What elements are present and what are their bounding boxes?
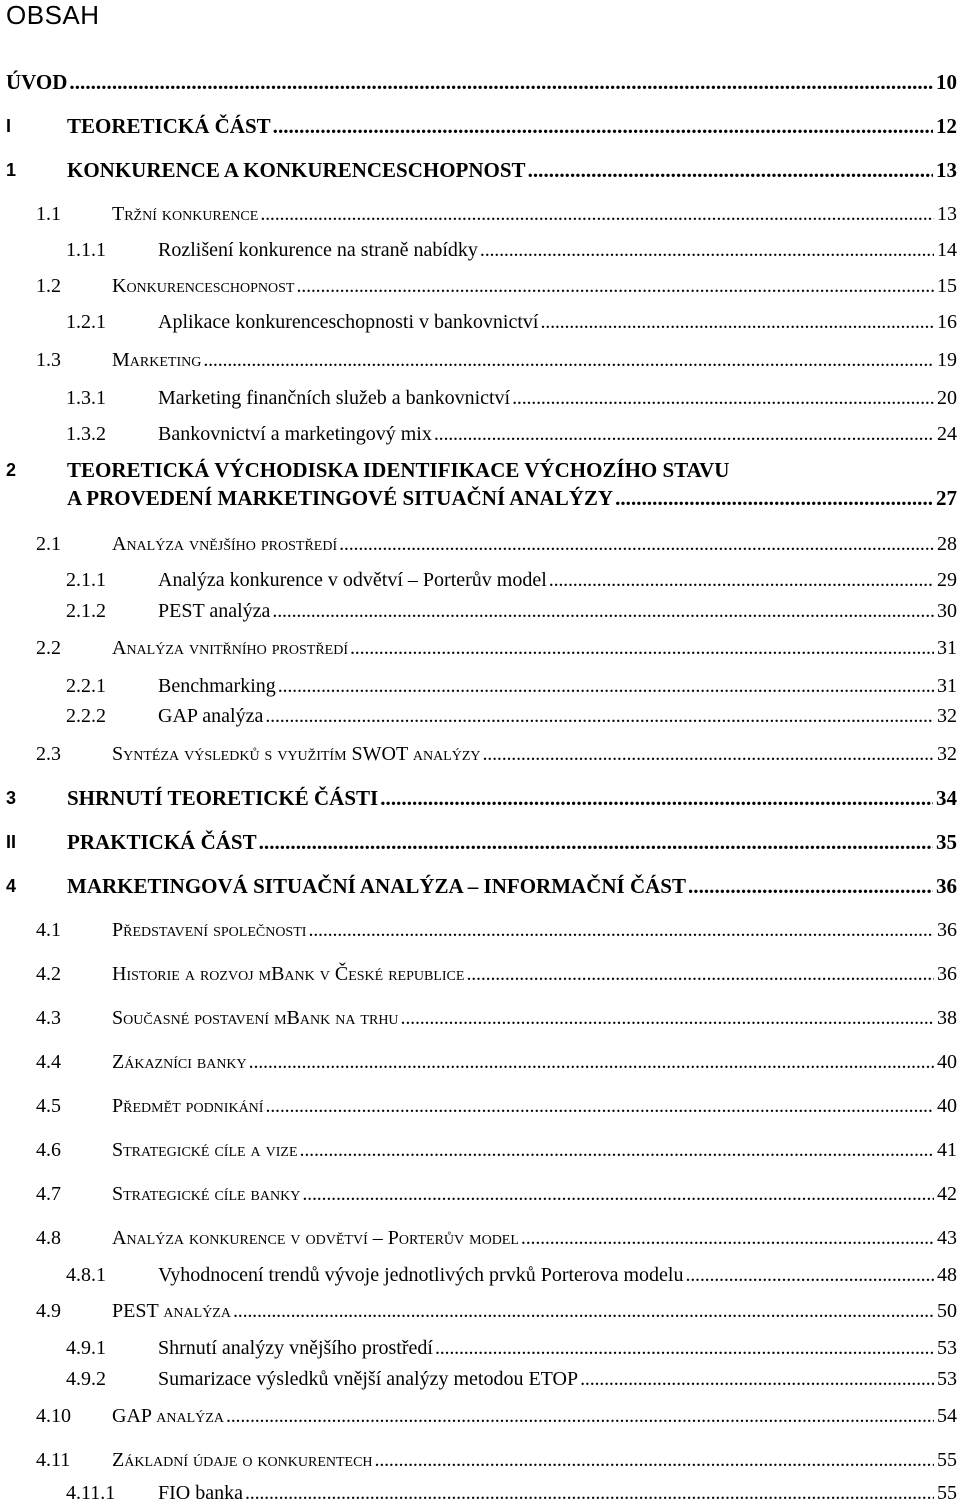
toc-leader-dots xyxy=(265,1092,934,1120)
toc-entry[interactable] xyxy=(0,112,957,140)
toc-entry-number: 2.1 xyxy=(36,533,61,555)
toc-entry[interactable] xyxy=(0,1048,957,1076)
toc-entry[interactable] xyxy=(0,384,957,412)
toc-leader-dots xyxy=(296,272,934,300)
toc-entry[interactable] xyxy=(0,1479,957,1507)
toc-leader-dots xyxy=(226,1402,934,1430)
toc-entry[interactable] xyxy=(0,1004,957,1032)
toc-entry-page: 40 xyxy=(937,1095,957,1117)
toc-leader-dots xyxy=(272,597,934,625)
toc-entry-page: 48 xyxy=(937,1264,957,1286)
toc-entry-title: Tržní konkurence xyxy=(112,203,259,225)
toc-leader-dots xyxy=(521,1224,934,1252)
toc-leader-dots xyxy=(483,740,935,768)
toc-entry-title: Sumarizace výsledků vnější analýzy metodou ETOP xyxy=(158,1368,579,1390)
toc-leader-dots xyxy=(615,484,933,512)
toc-entry-page: 28 xyxy=(937,533,957,555)
toc-leader-dots xyxy=(480,236,934,264)
toc-entry-title: Základní údaje o konkurentech xyxy=(112,1449,373,1471)
toc-entry-page: 20 xyxy=(937,387,957,409)
toc-entry-number: 4.4 xyxy=(36,1051,61,1073)
toc-entry[interactable] xyxy=(0,1261,957,1289)
toc-entry-title: GAP analýza xyxy=(112,1405,224,1427)
toc-entry-title: ÚVOD xyxy=(6,70,68,94)
toc-entry-title: Benchmarking xyxy=(158,675,276,697)
toc-entry-page: 15 xyxy=(937,275,957,297)
toc-leader-dots xyxy=(375,1446,934,1474)
toc-entry-page: 50 xyxy=(937,1300,957,1322)
toc-entry[interactable] xyxy=(0,784,957,812)
toc-entry-title: PRAKTICKÁ ČÁST xyxy=(67,830,257,854)
toc-entry-number: 2.1.1 xyxy=(66,569,106,591)
toc-entry-number: 1.2.1 xyxy=(66,311,106,333)
toc-leader-dots xyxy=(434,420,934,448)
toc-entry[interactable] xyxy=(0,1092,957,1120)
toc-leader-dots xyxy=(233,1297,934,1325)
toc-entry-page: 31 xyxy=(937,675,957,697)
toc-entry[interactable] xyxy=(0,1136,957,1164)
toc-leader-dots xyxy=(435,1334,934,1362)
toc-entry-page: 55 xyxy=(937,1482,957,1504)
toc-entry-number: 4.1 xyxy=(36,919,61,941)
toc-entry[interactable] xyxy=(0,530,957,558)
toc-entry[interactable] xyxy=(0,740,957,768)
toc-leader-dots xyxy=(339,530,934,558)
toc-entry-title: Analýza konkurence v odvětví – Porterův model xyxy=(158,569,547,591)
toc-leader-dots xyxy=(350,634,934,662)
toc-entry-title: Historie a rozvoj mBank v České republice xyxy=(112,963,465,985)
toc-entry-number: 4.10 xyxy=(36,1405,71,1427)
toc-entry-title: Rozlišení konkurence na straně nabídky xyxy=(158,239,478,261)
toc-leader-dots xyxy=(308,916,934,944)
toc-entry-number: 4.2 xyxy=(36,963,61,985)
toc-leader-dots xyxy=(245,1479,934,1507)
toc-entry-title: Strategické cíle banky xyxy=(112,1183,301,1205)
toc-entry[interactable] xyxy=(0,308,957,336)
toc-entry[interactable] xyxy=(0,1446,957,1474)
toc-entry-title: GAP analýza xyxy=(158,705,264,727)
toc-entry-page: 41 xyxy=(937,1139,957,1161)
toc-entry[interactable] xyxy=(0,200,957,228)
toc-leader-dots xyxy=(69,68,933,96)
toc-entry-title: Analýza vnitřního prostředí xyxy=(112,637,348,659)
toc-leader-dots xyxy=(302,1180,934,1208)
toc-entry[interactable] xyxy=(0,68,957,96)
toc-entry-number: 4.11.1 xyxy=(66,1482,116,1504)
toc-entry-number: 4 xyxy=(6,876,17,896)
toc-entry-title: Analýza konkurence v odvětví – Porterův model xyxy=(112,1227,519,1249)
page-title: OBSAH xyxy=(6,0,100,30)
toc-entry-page: 14 xyxy=(937,239,957,261)
toc-leader-dots xyxy=(466,960,934,988)
toc-entry-page: 42 xyxy=(937,1183,957,1205)
toc-entry-page: 16 xyxy=(937,311,957,333)
toc-entry-page: 24 xyxy=(937,423,957,445)
toc-leader-dots xyxy=(528,156,933,184)
toc-entry-title: Marketing finančních služeb a bankovnictví xyxy=(158,387,511,409)
toc-entry-page: 13 xyxy=(937,203,957,225)
toc-entry-page: 12 xyxy=(936,114,957,138)
toc-leader-dots xyxy=(265,702,934,730)
toc-entry-number: 4.6 xyxy=(36,1139,61,1161)
toc-entry-number: 1.1.1 xyxy=(66,239,106,261)
toc-entry-title: Představení společnosti xyxy=(112,919,307,941)
toc-entry-title: Syntéza výsledků s využitím SWOT analýzy xyxy=(112,743,481,765)
toc-entry-number: 4.9.2 xyxy=(66,1368,106,1390)
toc-entry-title: MARKETINGOVÁ SITUAČNÍ ANALÝZA – INFORMAČNÍ ČÁST xyxy=(67,874,686,898)
toc-entry-title-line1: TEORETICKÁ VÝCHODISKA IDENTIFIKACE VÝCHOZÍHO STAVU xyxy=(67,458,730,482)
toc-entry[interactable] xyxy=(0,1224,957,1252)
toc-entry-number: 1.3.1 xyxy=(66,387,106,409)
toc-entry-number: 2.3 xyxy=(36,743,61,765)
toc-leader-dots xyxy=(300,1136,934,1164)
toc-entry-number: 1.3 xyxy=(36,349,61,371)
toc-entry-title: Analýza vnějšího prostředí xyxy=(112,533,338,555)
toc-entry-number: 4.7 xyxy=(36,1183,61,1205)
toc-entry-title: KONKURENCE A KONKURENCESCHOPNOST xyxy=(67,158,526,182)
toc-entry-page: 32 xyxy=(937,705,957,727)
toc-entry-page: 53 xyxy=(937,1368,957,1390)
toc-entry-page: 35 xyxy=(936,830,957,854)
toc-entry-page: 36 xyxy=(936,874,957,898)
toc-entry-page: 13 xyxy=(936,158,957,182)
toc-entry-title: Zákazníci banky xyxy=(112,1051,247,1073)
toc-entry-number: 4.5 xyxy=(36,1095,61,1117)
toc-entry[interactable] xyxy=(0,1402,957,1430)
toc-entry-number: 2.2.2 xyxy=(66,705,106,727)
toc-entry[interactable] xyxy=(0,1297,957,1325)
toc-entry-page: 10 xyxy=(936,70,957,94)
toc-leader-dots xyxy=(273,112,933,140)
toc-entry-number: 1.3.2 xyxy=(66,423,106,445)
toc-entry[interactable] xyxy=(0,634,957,662)
toc-entry-title: Vyhodnocení trendů vývoje jednotlivých prvků Porterova modelu xyxy=(158,1264,684,1286)
toc-entry[interactable] xyxy=(0,1334,957,1362)
toc-entry[interactable] xyxy=(0,346,957,374)
toc-leader-dots xyxy=(688,872,933,900)
toc-entry-number: I xyxy=(6,116,12,136)
toc-entry-title: Aplikace konkurenceschopnosti v bankovnictví xyxy=(158,311,539,333)
toc-entry[interactable] xyxy=(0,420,957,448)
toc-entry-number: 4.9 xyxy=(36,1300,61,1322)
toc-entry[interactable] xyxy=(0,272,957,300)
toc-entry-title: TEORETICKÁ ČÁST xyxy=(67,114,271,138)
toc-leader-dots xyxy=(401,1004,934,1032)
toc-leader-dots xyxy=(260,200,934,228)
toc-entry[interactable] xyxy=(0,1180,957,1208)
toc-entry-page: 36 xyxy=(937,919,957,941)
toc-entry-page: 53 xyxy=(937,1337,957,1359)
toc-entry[interactable] xyxy=(0,156,957,184)
toc-entry-number: 4.11 xyxy=(36,1449,71,1471)
toc-entry[interactable] xyxy=(0,960,957,988)
toc-entry-number: 4.9.1 xyxy=(66,1337,106,1359)
toc-entry-number: 2.2 xyxy=(36,637,61,659)
toc-entry-number: II xyxy=(6,832,17,852)
toc-entry-page: 43 xyxy=(937,1227,957,1249)
toc-entry-page: 19 xyxy=(937,349,957,371)
toc-entry-title: PEST analýza xyxy=(112,1300,231,1322)
toc-entry-page: 31 xyxy=(937,637,957,659)
toc-entry-title: Konkurenceschopnost xyxy=(112,275,295,297)
toc-entry-title: Současné postavení mBank na trhu xyxy=(112,1007,399,1029)
toc-entry-number: 2.1.2 xyxy=(66,600,106,622)
toc-entry-number: 4.3 xyxy=(36,1007,61,1029)
toc-entry-page: 34 xyxy=(936,786,957,810)
toc-leader-dots xyxy=(203,346,934,374)
toc-entry-page: 55 xyxy=(937,1449,957,1471)
toc-leader-dots xyxy=(580,1365,934,1393)
toc-entry-page: 30 xyxy=(937,600,957,622)
toc-entry[interactable] xyxy=(0,597,957,625)
toc-entry-title: Shrnutí analýzy vnějšího prostředí xyxy=(158,1337,433,1359)
toc-entry[interactable] xyxy=(0,828,957,856)
toc-entry[interactable] xyxy=(0,702,957,730)
toc-entry[interactable] xyxy=(0,916,957,944)
toc-entry-number: 2 xyxy=(6,460,17,480)
toc-entry-number: 1.2 xyxy=(36,275,61,297)
toc-leader-dots xyxy=(512,384,934,412)
toc-entry-page: 36 xyxy=(937,963,957,985)
toc-entry-number: 1 xyxy=(6,160,17,180)
toc-entry-page: 27 xyxy=(936,486,957,510)
toc-entry-title: FIO banka xyxy=(158,1482,243,1504)
toc-entry-title: SHRNUTÍ TEORETICKÉ ČÁSTI xyxy=(67,786,379,810)
toc-entry[interactable] xyxy=(0,566,957,594)
toc-entry-title: Strategické cíle a vize xyxy=(112,1139,298,1161)
toc-entry[interactable] xyxy=(0,456,957,512)
toc-entry-page: 40 xyxy=(937,1051,957,1073)
toc-entry-title: Předmět podnikání xyxy=(112,1095,264,1117)
toc-leader-dots xyxy=(259,828,933,856)
toc-entry-number: 2.2.1 xyxy=(66,675,106,697)
toc-entry-title: PEST analýza xyxy=(158,600,271,622)
toc-entry-page: 29 xyxy=(937,569,957,591)
toc-entry-title: A PROVEDENÍ MARKETINGOVÉ SITUAČNÍ ANALÝZY xyxy=(67,486,614,510)
toc-entry-title: Bankovnictví a marketingový mix xyxy=(158,423,432,445)
toc-entry[interactable] xyxy=(0,1365,957,1393)
toc-leader-dots xyxy=(380,784,933,812)
toc-leader-dots xyxy=(685,1261,934,1289)
toc-entry-page: 54 xyxy=(937,1405,957,1427)
toc-leader-dots xyxy=(549,566,934,594)
toc-entry[interactable] xyxy=(0,672,957,700)
toc-leader-dots xyxy=(540,308,934,336)
toc-leader-dots xyxy=(249,1048,934,1076)
toc-leader-dots xyxy=(278,672,934,700)
toc-entry[interactable] xyxy=(0,872,957,900)
toc-entry-number: 4.8 xyxy=(36,1227,61,1249)
toc-entry-number: 1.1 xyxy=(36,203,61,225)
toc-entry-page: 38 xyxy=(937,1007,957,1029)
toc-entry-number: 3 xyxy=(6,788,17,808)
toc-entry-page: 32 xyxy=(937,743,957,765)
toc-entry-number: 4.8.1 xyxy=(66,1264,106,1286)
toc-entry-title: Marketing xyxy=(112,349,202,371)
toc-entry[interactable] xyxy=(0,236,957,264)
